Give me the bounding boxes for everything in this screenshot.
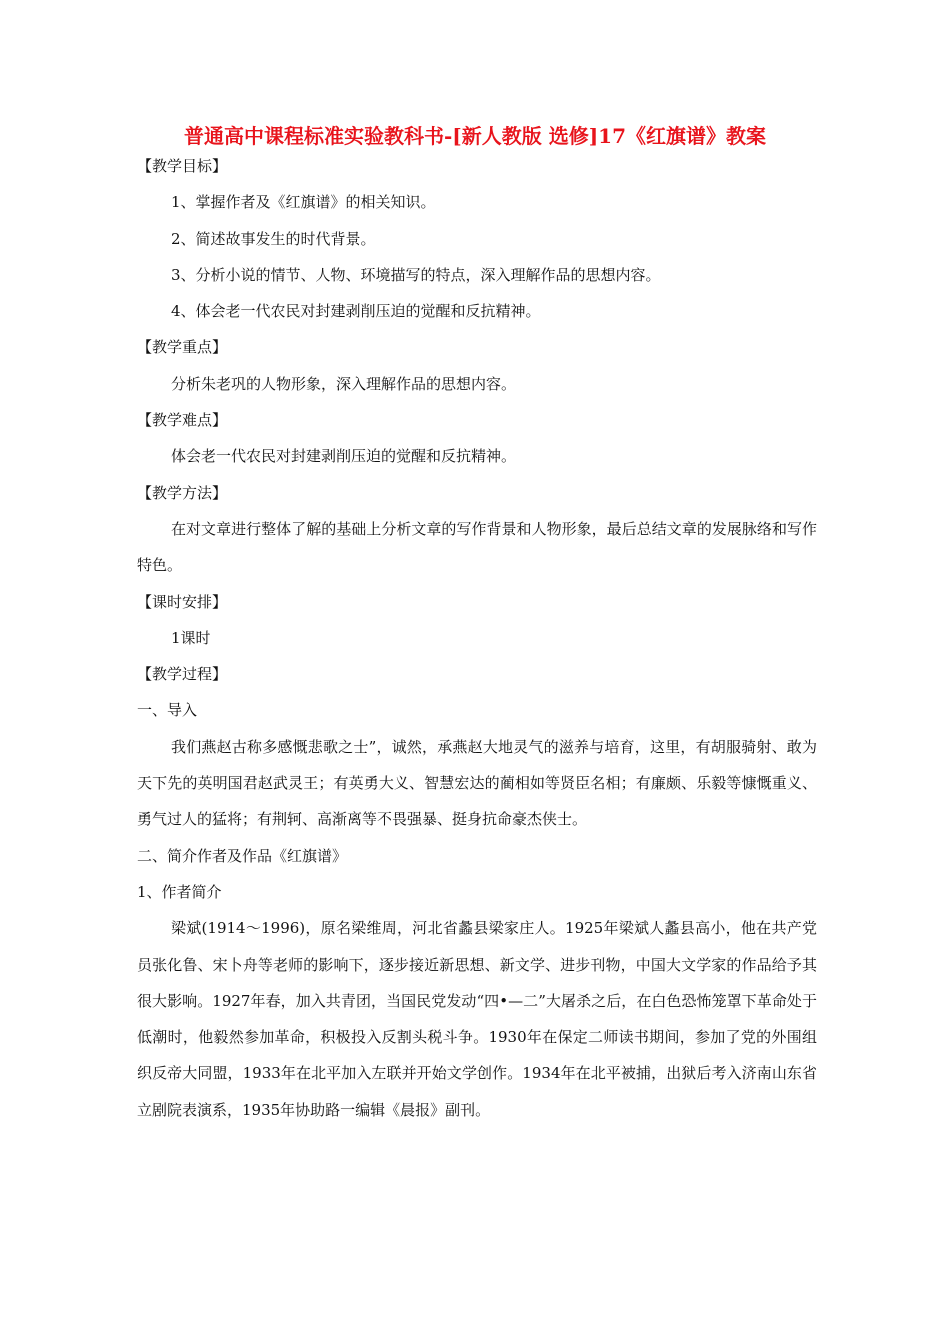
objective-item-2: 2、简述故事发生的时代背景。 <box>171 229 376 248</box>
document-body <box>137 148 817 1128</box>
intro-text: 我们燕赵古称多感慨悲歌之士”，诚然，承燕赵大地灵气的滋养与培育，这里，有胡服骑射、敢为天下先的英明国君赵武灵王；有英勇大义、智慧宏达的蔺相如等贤臣名相；有廉颇、乐毅等慷慨重义、勇气过人的猛将；有荆轲、高渐离等不畏强暴、挺身抗命豪杰侠士。 <box>137 737 817 829</box>
methods-text: 在对文章进行整体了解的基础上分析文章的写作背景和人物形象，最后总结文章的发展脉络和写作特色。 <box>137 519 817 575</box>
schedule-heading: 【课时安排】 <box>137 592 228 611</box>
key-points-text: 分析朱老巩的人物形象，深入理解作品的思想内容。 <box>171 374 517 393</box>
difficulties-heading: 【教学难点】 <box>137 411 228 430</box>
objectives-heading: 【教学目标】 <box>137 157 228 175</box>
key-points-heading: 【教学重点】 <box>137 338 228 357</box>
objective-item-1: 1、掌握作者及《红旗谱》的相关知识。 <box>171 193 436 212</box>
author-work-heading: 二、简介作者及作品《红旗谱》 <box>137 846 348 865</box>
process-heading: 【教学过程】 <box>137 665 228 684</box>
intro-heading: 一、导入 <box>137 701 198 720</box>
difficulties-text: 体会老一代农民对封建剥削压迫的觉醒和反抗精神。 <box>171 447 517 466</box>
author-heading: 1、作者简介 <box>137 882 222 901</box>
author-text: 梁斌(1914～1996)，原名梁维周，河北省蠡县梁家庄人。1925年梁斌人蠡县高小，他在共产党员张化鲁、宋卜舟等老师的影响下，逐步接近新思想、新文学、进步刊物，中国大文学家的作品给予其很大影响。1927年春，加入共青团，当国民党发动“四•—二”大屠杀之后，在白色恐怖笼罩下革命处于低潮时，他毅然参加革命，积极投入反割头税斗争。1930年在保定二师读书期间，参加了党的外围组织反帝大同盟，1933年在北平加入左联并开始文学创作。1934年在北平被捕，出狱后考入济南山东省立剧院表演系，1935年协助路一编辑《晨报》副刊。 <box>137 919 817 1119</box>
objective-item-4: 4、体会老一代农民对封建剥削压迫的觉醒和反抗精神。 <box>171 302 541 321</box>
schedule-text: 1课时 <box>171 628 211 647</box>
document-title: 普通高中课程标准实验教科书-[新人教版 选修]17《红旗谱》教案 <box>183 124 767 148</box>
methods-heading: 【教学方法】 <box>137 483 228 502</box>
objective-item-3: 3、分析小说的情节、人物、环境描写的特点，深入理解作品的思想内容。 <box>171 265 661 284</box>
